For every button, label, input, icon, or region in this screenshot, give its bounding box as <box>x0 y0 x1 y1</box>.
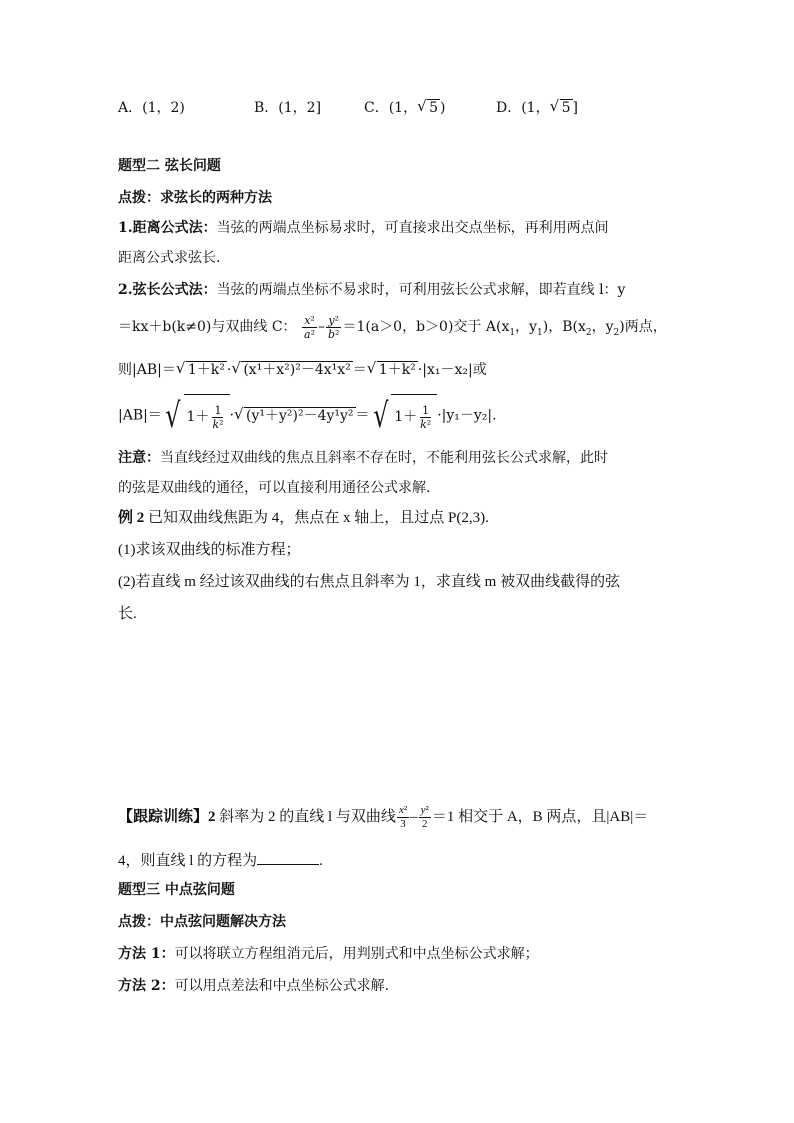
note-line: 注意：当直线经过双曲线的焦点且斜率不存在时，不能利用弦长公式求解，此时 <box>118 450 608 466</box>
practice-line-2: 4，则直线 l 的方程为 . <box>118 850 694 871</box>
section-title-3: 题型三 中点弦问题 <box>118 882 235 898</box>
example-q1: (1)求该双曲线的标准方程； <box>118 542 301 558</box>
practice-line: 【跟踪训练】2 斜率为 2 的直线 l 与双曲线 $\frac{\text{x²}}{3}$ – $\frac{\text{y²}}{2}$ ＝1 相交于 A，B 两点，且|AB|＝ <box>118 804 649 831</box>
chord-formula-y: |AB|＝ √ 1＋ $\frac{1}{\text{k²}}$ ·√ (y¹＋y²)²－4y¹y² ＝ √ 1＋ $\frac{1}{\text{k²}}$ ·|y₁－y₂|. <box>118 394 694 437</box>
tip-heading-3: 点拨：中点弦问题解决方法 <box>118 914 286 930</box>
fraction-x2-a2: $\frac{\text{x²}}{\text{a²}}$ <box>304 313 315 341</box>
answer-blank <box>257 850 319 865</box>
method-1-line: 1.距离公式法：当弦的两端点坐标易求时，可直接求出交点坐标，再利用两点间 <box>118 220 609 236</box>
example-2: 例 2 已知双曲线焦距为 4，焦点在 x 轴上，且过点 P(2,3). <box>118 510 489 526</box>
example-q2-cont: 长. <box>118 606 137 622</box>
option-d: D．(1，√ 5 ] <box>496 98 578 118</box>
method-1-line-2: 距离公式求弦长. <box>118 250 221 266</box>
example-q2: (2)若直线 m 经过该双曲线的右焦点且斜率为 1，求直线 m 被双曲线截得的弦 <box>118 574 621 590</box>
method-2-formula-line: ＝kx＋b(k≠0)与双曲线 C： $\frac{\text{x²}}{\text{a²}}$ – $\frac{\text{y²}}{\text{b²}}$ ＝1(a＞0，b＞0)交于 $A(x_1$，$y_1$)，$B(x_2$，$y_2$)两点， <box>118 313 667 341</box>
option-a: A．(1，2) <box>118 100 185 116</box>
fraction-y2-b2: $\frac{\text{y²}}{\text{b²}}$ <box>328 313 340 341</box>
option-b: B．(1，2] <box>254 100 322 116</box>
note-line-2: 的弦是双曲线的通径，可以直接利用通径公式求解. <box>118 480 431 496</box>
chord-formula-x: 则|AB|＝√ 1＋k² ·√ (x¹＋x²)²－4x¹x² ＝√ 1＋k² ·|x₁－x₂|或 <box>118 360 694 380</box>
method-b-line: 方法 2：可以用点差法和中点坐标公式求解. <box>118 978 390 994</box>
method-2-line: 2.弦长公式法：当弦的两端点坐标不易求时，可利用弦长公式求解，即若直线 l：y <box>118 282 626 298</box>
option-c: C．(1，√ 5 ) <box>364 98 445 118</box>
tip-heading: 点拨：求弦长的两种方法 <box>118 190 272 206</box>
section-title: 题型二 弦长问题 <box>118 158 221 174</box>
method-a-line: 方法 1：可以将联立方程组消元后，用判别式和中点坐标公式求解； <box>118 946 539 962</box>
